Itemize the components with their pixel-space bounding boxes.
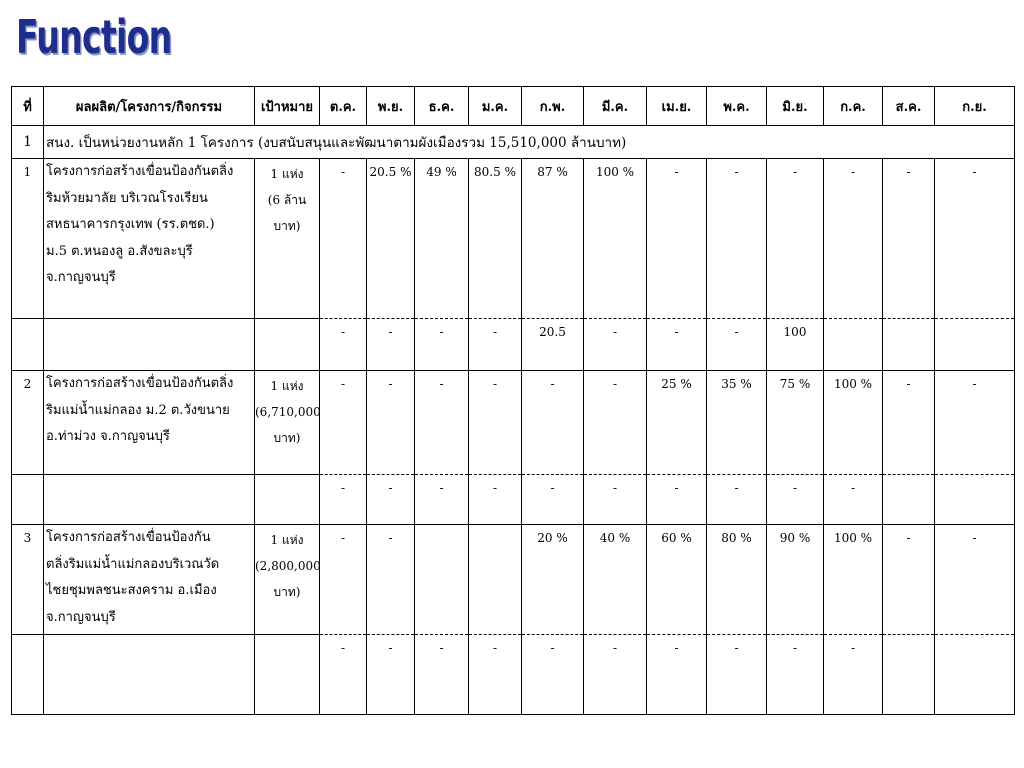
project-target-line: 1 แห่ง: [270, 379, 304, 393]
actual-cell: -: [367, 475, 415, 525]
project-no: 3: [12, 525, 44, 635]
plan-cell: -: [320, 371, 367, 475]
schedule-table: [11, 86, 1015, 715]
plan-cell: 80.5 %: [469, 159, 522, 319]
col-header-jul: ก.ค.: [824, 87, 883, 126]
actual-cell: -: [707, 319, 767, 371]
actual-cell: -: [824, 635, 883, 715]
project-plan-row: [12, 371, 1015, 475]
project-name-line: โครงการก่อสร้างเขื่อนป้องกันตลิ่ง: [46, 164, 234, 179]
actual-name-cell: [44, 319, 255, 371]
actual-cell: [883, 635, 935, 715]
project-name-line: อ.ท่าม่วง จ.กาญจนบุรี: [46, 429, 170, 444]
actual-no-cell: [12, 319, 44, 371]
plan-cell: -: [883, 525, 935, 635]
actual-cell: -: [415, 635, 469, 715]
plan-cell: -: [320, 525, 367, 635]
actual-cell: -: [707, 635, 767, 715]
project-target-line: (6,710,000: [255, 405, 321, 419]
plan-cell: -: [883, 159, 935, 319]
page-title: Function: [16, 10, 172, 64]
project-name-line: จ.กาญจนบุรี: [46, 270, 116, 285]
project-name: [44, 525, 255, 635]
actual-cell: [883, 319, 935, 371]
col-header-no: ที่: [12, 87, 44, 126]
project-target: [255, 371, 320, 475]
project-name-line: ไชยชุมพลชนะสงคราม อ.เมือง: [46, 583, 217, 598]
project-name-line: ริมแม่น้ำแม่กลอง ม.2 ต.วังขนาย: [46, 402, 230, 418]
actual-cell: -: [469, 475, 522, 525]
plan-cell: [469, 525, 522, 635]
actual-cell: -: [522, 475, 584, 525]
plan-cell: -: [469, 371, 522, 475]
actual-no-cell: [12, 475, 44, 525]
col-header-dec: ธ.ค.: [415, 87, 469, 126]
actual-target-cell: [255, 319, 320, 371]
actual-cell: [935, 475, 1015, 525]
project-target-line: 1 แห่ง: [270, 533, 304, 547]
actual-cell: -: [584, 319, 647, 371]
plan-cell: -: [883, 371, 935, 475]
plan-cell: 75 %: [767, 371, 824, 475]
plan-cell: 25 %: [647, 371, 707, 475]
actual-cell: 100: [767, 319, 824, 371]
col-header-mar: มี.ค.: [584, 87, 647, 126]
col-header-target: เป้าหมาย: [255, 87, 320, 126]
actual-cell: -: [584, 635, 647, 715]
plan-cell: 87 %: [522, 159, 584, 319]
project-name-line: สหธนาคารกรุงเทพ (รร.ตชด.): [46, 217, 215, 232]
plan-cell: -: [935, 371, 1015, 475]
plan-cell: 100 %: [824, 371, 883, 475]
project-target-line: (2,800,000: [255, 559, 321, 573]
actual-cell: -: [469, 319, 522, 371]
actual-cell: [824, 319, 883, 371]
plan-cell: 20 %: [522, 525, 584, 635]
project-name-line: โครงการก่อสร้างเขื่อนป้องกัน: [46, 530, 211, 545]
project-name-line: ม.5 ต.หนองลู อ.สังขละบุรี: [46, 243, 193, 259]
plan-cell: 80 %: [707, 525, 767, 635]
actual-cell: -: [647, 635, 707, 715]
actual-cell: -: [367, 319, 415, 371]
project-name-line: ริมห้วยมาลัย บริเวณโรงเรียน: [46, 190, 208, 206]
plan-cell: -: [707, 159, 767, 319]
plan-cell: [415, 525, 469, 635]
plan-cell: -: [935, 159, 1015, 319]
actual-cell: -: [647, 475, 707, 525]
actual-cell: -: [584, 475, 647, 525]
plan-cell: 100 %: [584, 159, 647, 319]
actual-cell: -: [767, 635, 824, 715]
col-header-aug: ส.ค.: [883, 87, 935, 126]
project-no: 1: [12, 159, 44, 319]
project-target-line: 1 แห่ง: [270, 167, 304, 181]
actual-target-cell: [255, 475, 320, 525]
col-header-feb: ก.พ.: [522, 87, 584, 126]
section-text: สนง. เป็นหน่วยงานหลัก 1 โครงการ (งบสนับสนุนและพัฒนาตามผังเมืองรวม 15,510,000 ล้านบาท): [44, 126, 1015, 159]
project-target-line: บาท): [273, 585, 301, 599]
actual-cell: -: [320, 475, 367, 525]
plan-cell: -: [522, 371, 584, 475]
plan-cell: 20.5 %: [367, 159, 415, 319]
section-no: 1: [12, 126, 44, 159]
project-name: [44, 159, 255, 319]
actual-cell: -: [415, 475, 469, 525]
actual-target-cell: [255, 635, 320, 715]
plan-cell: -: [824, 159, 883, 319]
col-header-nov: พ.ย.: [367, 87, 415, 126]
plan-cell: 49 %: [415, 159, 469, 319]
project-name-line: จ.กาญจนบุรี: [46, 609, 116, 625]
plan-cell: 90 %: [767, 525, 824, 635]
header-row: [12, 87, 1015, 126]
actual-cell: -: [415, 319, 469, 371]
actual-cell: [935, 319, 1015, 371]
project-target: [255, 159, 320, 319]
col-header-may: พ.ค.: [707, 87, 767, 126]
col-header-project: ผลผลิต/โครงการ/กิจกรรม: [44, 87, 255, 126]
actual-cell: 20.5: [522, 319, 584, 371]
project-name-line: ตลิ่งริมแม่น้ำแม่กลองบริเวณวัด: [46, 556, 220, 572]
section-row: [12, 126, 1015, 159]
project-name: [44, 371, 255, 475]
project-target-line: (6 ล้าน: [267, 193, 307, 207]
project-plan-row: [12, 159, 1015, 319]
col-header-apr: เม.ย.: [647, 87, 707, 126]
plan-cell: 100 %: [824, 525, 883, 635]
plan-cell: -: [935, 525, 1015, 635]
actual-cell: -: [707, 475, 767, 525]
actual-cell: -: [320, 635, 367, 715]
project-actual-row: [12, 475, 1015, 525]
actual-name-cell: [44, 475, 255, 525]
plan-cell: 60 %: [647, 525, 707, 635]
project-actual-row: [12, 635, 1015, 715]
actual-name-cell: [44, 635, 255, 715]
project-no: 2: [12, 371, 44, 475]
actual-cell: -: [824, 475, 883, 525]
plan-cell: 35 %: [707, 371, 767, 475]
project-plan-row: [12, 525, 1015, 635]
actual-cell: [935, 635, 1015, 715]
actual-cell: -: [469, 635, 522, 715]
actual-cell: -: [367, 635, 415, 715]
actual-no-cell: [12, 635, 44, 715]
project-target-line: บาท): [273, 219, 301, 233]
plan-cell: -: [320, 159, 367, 319]
project-actual-row: [12, 319, 1015, 371]
project-target: [255, 525, 320, 635]
plan-cell: -: [647, 159, 707, 319]
plan-cell: -: [415, 371, 469, 475]
col-header-jan: ม.ค.: [469, 87, 522, 126]
actual-cell: -: [767, 475, 824, 525]
actual-cell: [883, 475, 935, 525]
plan-cell: 40 %: [584, 525, 647, 635]
plan-cell: -: [767, 159, 824, 319]
plan-cell: -: [584, 371, 647, 475]
project-target-line: บาท): [273, 431, 301, 445]
col-header-jun: มิ.ย.: [767, 87, 824, 126]
actual-cell: -: [522, 635, 584, 715]
col-header-oct: ต.ค.: [320, 87, 367, 126]
col-header-sep: ก.ย.: [935, 87, 1015, 126]
actual-cell: -: [320, 319, 367, 371]
project-name-line: โครงการก่อสร้างเขื่อนป้องกันตลิ่ง: [46, 376, 234, 391]
plan-cell: -: [367, 371, 415, 475]
plan-cell: -: [367, 525, 415, 635]
actual-cell: -: [647, 319, 707, 371]
